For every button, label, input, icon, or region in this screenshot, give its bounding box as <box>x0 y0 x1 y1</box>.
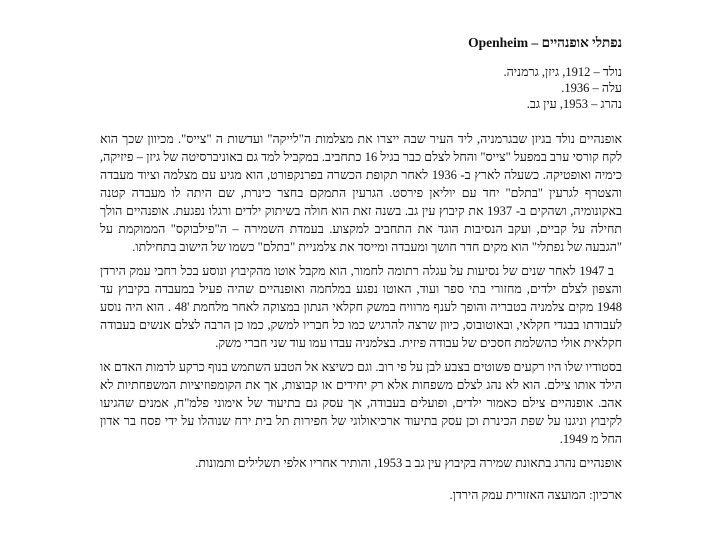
bio-killed: נהרג – 1953, עין גב. <box>526 97 622 111</box>
archive-source: ארכיון: המועצה האזורית עמק הירדן. <box>449 488 622 502</box>
title-hebrew: נפתלי אופנהיים <box>541 35 622 50</box>
page-title <box>100 34 622 52</box>
title-latin: Openheim <box>468 35 529 50</box>
bio-block <box>100 64 622 112</box>
paragraph-tiberias-studio: ב 1947 לאחר שנים של נסיעות על עגלה רתומה לחמור, הוא מקבל אוטו מהקיבוץ ונוסע בכל רחבי עמק הירדן והצפון לצלם ילדים, מחזורי בתי ספר ועוד, האוטו נפגע במלחמה ואופנהיים שהיה פעיל במעבדה בקיבוץ עד 1948 מקים צלמניה בטבריה והופך לענף מרוויח במשק חקלאי הנתון במצוקה לאחר מלחמת '48 . הוא היה נוסע לעבודתו בבגדי חקלאי, ובאוטובוס, כיוון שרצה להרגיש כמו כל חבריו למשק, כמו כן הרבה לצלם אנשים בעבודה חקלאית אולי כהשלמת חסכים של עבודה פיזית. בצלמניה עבדו עמו עוד שני חברי משק. <box>100 264 623 350</box>
paragraph-early-life: אופנהיים נולד בגיזן שבגרמניה, ליד העיר שבה ייצרו את מצלמות ה"לייקה" ועדשות ה "צייס". מכיוון שכך הוא לקח קורסי ערב במפעל "צייס" והחל לצלם כבר בגיל 16 כתחביב. במקביל למד גם באוניברסיטה של גיזן – פיזיקה, כימיה ואופטיקה. כשעלה לארץ ב- 1936 לאחר תקופת הכשרה בפרנקפורט, הוא מגיע עם מצלמה וציוד מעבדה והצטרף לגרעין "בתלם" יחד עם יוליאן פירסט. הגרעין התמקם בחצר כינרת, שם היתה לו מעבדה קטנה באקונומיה, ושהקים ב- 1937 את קיבוץ עין גב. בשנה זאת הוא חולה בשיתוק ילדים ורגלו נפגעת. אופנהיים הולך תחילה על קביים, ועקב הנסיבות הוגד את התחביב למקצוע. בעמדת השמירה – ה"פילבוקס" הממוקמת על "הגבעה של נפתלי" הוא מקים חדר חושך ומעבדה ומייסד את צלמניית "בתלם" כשמו של הישוב בתחילתו. <box>100 132 622 254</box>
paragraph-photography-style: בסטודיו שלו היו רקעים פשוטים בצבע לבן על פי רוב. וגם כשיצא אל הטבע השתמש בנוף כרקע לדמות האדם או הילד אותו צילם. הוא לא נהג לצלם משפחות אלא רק יחידים או קבוצות, אך את הקומפוזיציות המשפחתיות לא אהב. אופנהיים צילם כאמור ילדים, ופועלים בעבודה, אך עסק גם בתיעוד של אימוני פלמ"ח, אמנים שהגיעו לקיבוץ וניגנו על שפת הכינרת וכן עסק בתיעוד ארכיאולוגי של חפירות תל בית ירח שנוהלו על ידי פסח בר אדון החל מ 1949. <box>100 360 622 446</box>
bio-born: נולד – 1912, גיזן, גרמניה. <box>503 65 622 79</box>
title-separator: – <box>531 35 539 50</box>
paragraph-death: אופנהיים נהרג בתאונת שמירה בקיבוץ עין גב ב 1953, והותיר אחריו אלפי תשלילים ותמונות. <box>195 456 622 470</box>
bio-immigrated: עלה – 1936. <box>561 81 622 95</box>
